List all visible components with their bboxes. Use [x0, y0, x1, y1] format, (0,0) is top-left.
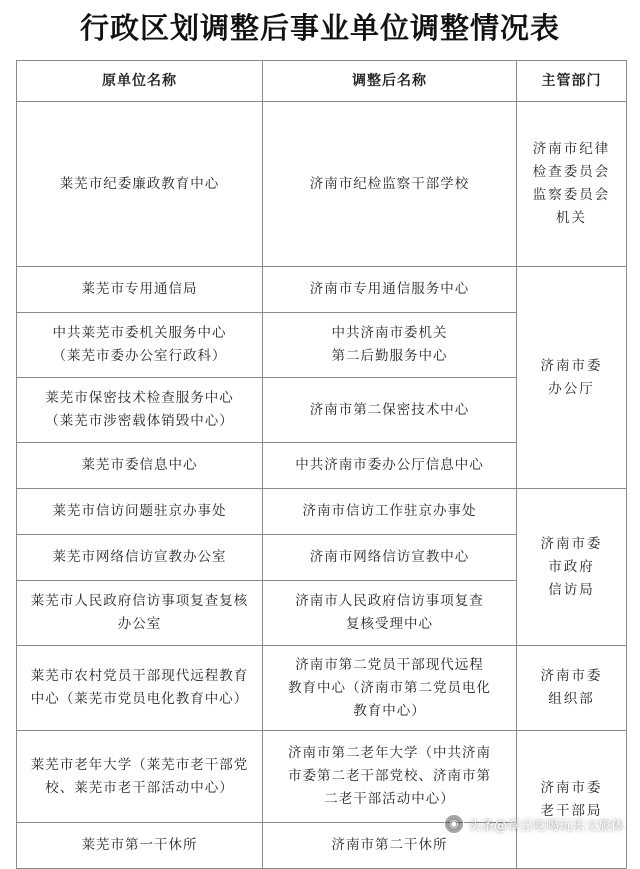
department-cell: 济南市委 组织部: [517, 646, 627, 731]
original-name-cell: 莱芜市专用通信局: [17, 267, 263, 313]
header-adjusted-name: 调整后名称: [263, 61, 517, 102]
adjusted-name-cell: 济南市网络信访宣教中心: [263, 535, 517, 581]
header-department: 主管部门: [517, 61, 627, 102]
watermark-prefix: 头条: [467, 818, 494, 834]
adjusted-name-cell: 中共济南市委机关 第二后勤服务中心: [263, 313, 517, 378]
table-row: [17, 489, 627, 535]
original-name-cell: 莱芜市保密技术检查服务中心 （莱芜市涉密载体销毁中心）: [17, 378, 263, 443]
adjusted-name-cell: 济南市第二党员干部现代远程 教育中心（济南市第二党员电化 教育中心）: [263, 646, 517, 731]
header-original-name: 原单位名称: [17, 61, 263, 102]
page-title: 行政区划调整后事业单位调整情况表: [79, 11, 560, 45]
department-cell: 济南市纪律 检查委员会 监察委员会 机关: [517, 102, 627, 267]
original-name-cell: 莱芜市第一干休所: [17, 823, 263, 869]
table-row: [17, 646, 627, 731]
adjusted-name-cell: 济南市第二老年大学（中共济南 市委第二老干部党校、济南市第 二老干部活动中心）: [263, 731, 517, 823]
adjusted-name-cell: 济南市纪检监察干部学校: [263, 102, 517, 267]
original-name-cell: 莱芜市农村党员干部现代远程教育 中心（莱芜市党员电化教育中心）: [17, 646, 263, 731]
original-name-cell: 莱芜市信访问题驻京办事处: [17, 489, 263, 535]
original-name-cell: 莱芜市纪委廉政教育中心: [17, 102, 263, 267]
table-header-row: [17, 61, 627, 102]
department-cell: 济南市委 老干部局: [517, 731, 627, 869]
adjusted-name-cell: 济南市专用通信服务中心: [263, 267, 517, 313]
table-row: [17, 731, 627, 823]
department-cell: 济南市委 办公厅: [517, 267, 627, 489]
adjusted-name-cell: 中共济南市委办公厅信息中心: [263, 443, 517, 489]
adjusted-name-cell: 济南市第二保密技术中心: [263, 378, 517, 443]
original-name-cell: 莱芜市老年大学（莱芜市老干部党 校、莱芜市老干部活动中心）: [17, 731, 263, 823]
department-cell: 济南市委 市政府 信访局: [517, 489, 627, 646]
watermark: [444, 814, 624, 834]
adjustment-table: [16, 60, 627, 869]
original-name-cell: 莱芜市委信息中心: [17, 443, 263, 489]
table-row: [17, 267, 627, 313]
watermark-text: @章丘吃喝玩乐文旅体: [493, 818, 624, 834]
table-row: [17, 102, 627, 267]
adjusted-name-cell: 济南市信访工作驻京办事处: [263, 489, 517, 535]
original-name-cell: 中共莱芜市委机关服务中心 （莱芜市委办公室行政科）: [17, 313, 263, 378]
adjusted-name-cell: 济南市人民政府信访事项复查 复核受理中心: [263, 581, 517, 646]
adjusted-name-cell: 济南市第二干休所: [263, 823, 517, 869]
original-name-cell: 莱芜市网络信访宣教办公室: [17, 535, 263, 581]
toutiao-logo-icon: ◉: [444, 814, 464, 834]
original-name-cell: 莱芜市人民政府信访事项复查复核 办公室: [17, 581, 263, 646]
